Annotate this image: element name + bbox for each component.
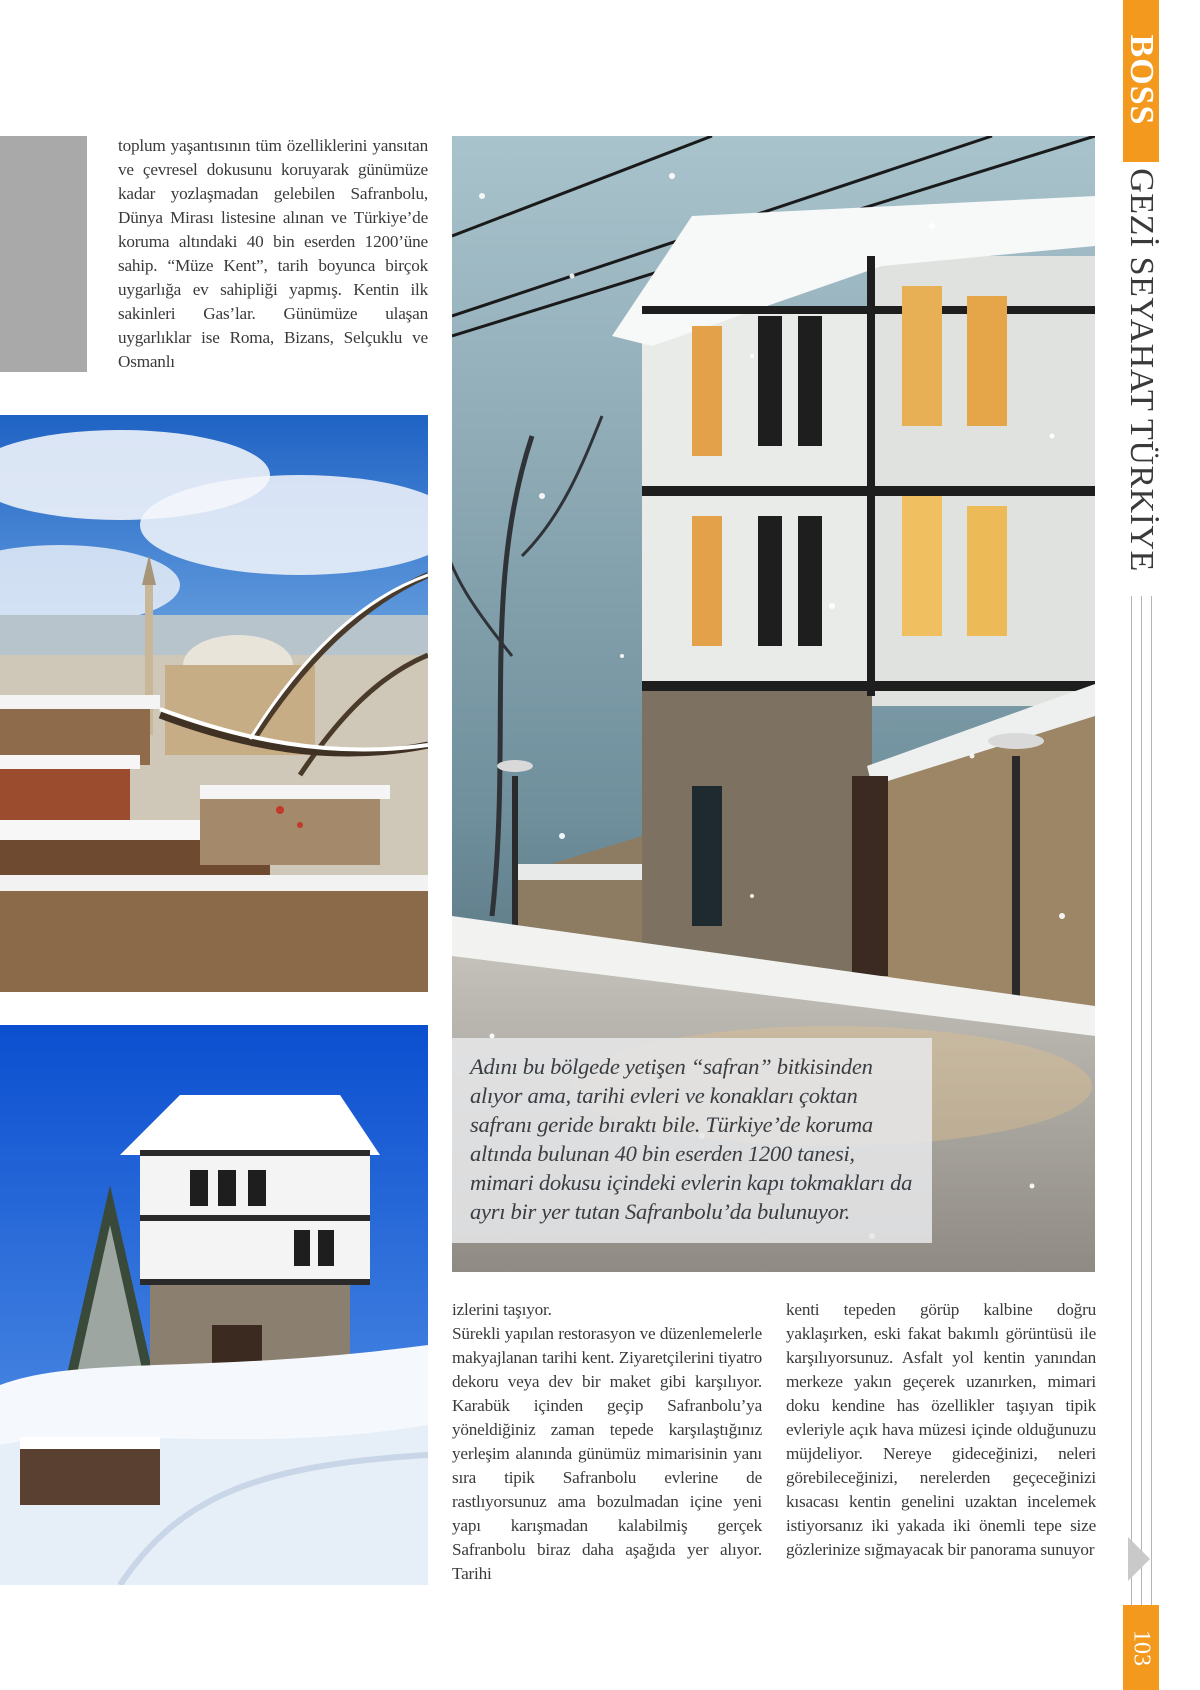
sidebar-rule: [1131, 596, 1132, 1606]
snowy-town-photo: [0, 415, 428, 992]
photo-caption: Adını bu bölgede yetişen “safran” bitkisinden alıyor ama, tarihi evleri ve konakları çoktan safranı geride bıraktı bile. Türkiye’de koruma altında bulunan 40 bin eserden 1200 tanesi, mimari dokusu içindeki evlerin kapı tokmakları da ayrı bir yer tutan Safranbolu’da bulunuyor.: [470, 1054, 913, 1224]
sidebar-rule: [1141, 596, 1142, 1606]
article-paragraph: izlerini taşıyor.: [452, 1300, 552, 1319]
winter-house-photo: [0, 1025, 428, 1585]
page-arrow-icon: [1128, 1537, 1150, 1581]
article-column-right: [786, 1298, 1096, 1562]
photo-caption-box: [452, 1038, 932, 1243]
gray-accent-block: [0, 136, 87, 372]
article-paragraph: kenti tepeden görüp kalbine doğru yaklaşırken, eski fakat bakımlı görüntüsü ile karşılıyorsunuz. Asfalt yol kentin yanından merkeze yakın geçerek uzanırken, mimari doku kendine has özellikler taşıyan tipik evleriyle açık hava müzesi içinde olduğunuzu müjdeliyor. Nereye gideceğinizi, neleri görebileceğinizi, nerelerden geçeceğinizi kısacası kentin genelini uzaktan incelemek istiyorsanız iki yakada iki önemli tepe size gözlerinize sığmayacak bir panorama sunuyor: [786, 1300, 1096, 1559]
magazine-brand: BOSS: [1123, 34, 1160, 126]
article-paragraph: Sürekli yapılan restorasyon ve düzenlemelerle makyajlanan tarihi kent. Ziyaretçilerini tiyatro dekoru veya dev bir maket gibi karşılıyor. Karabük içinden geçip Safranbolu’ya yöneldiğiniz zaman tepede karşılaştığınız yerleşim alanında günümüz mimarisinin yanı sıra tipik Safranbolu evlerine de rastlıyorsunuz ama bozulmadan içine yeni yapı karışmadan kalabilmiş gerçek Safranbolu biraz daha aşağıda yer alıyor. Tarihi: [452, 1324, 762, 1583]
article-paragraph: toplum yaşantısının tüm özelliklerini yansıtan ve çevresel dokusunu koruyarak günümüze kadar yozlaşmadan gelebilen Safranbolu, Dünya Mirası listesine alınan ve Türkiye’de koruma altındaki 40 bin eserden 1200’üne sahip. “Müze Kent”, tarih boyunca birçok uygarlığa ev sahipliği yapmış. Kentin ilk sakinleri Gas’lar. Günümüze ulaşan uygarlıklar ise Roma, Bizans, Selçuklu ve Osmanlı: [118, 136, 428, 371]
article-column-left: [118, 134, 428, 374]
article-column-middle: [452, 1298, 762, 1586]
section-title: GEZİ SEYAHAT TÜRKİYE: [1123, 168, 1160, 572]
page-number: 103: [1128, 1630, 1155, 1666]
sidebar-rule: [1151, 596, 1152, 1606]
